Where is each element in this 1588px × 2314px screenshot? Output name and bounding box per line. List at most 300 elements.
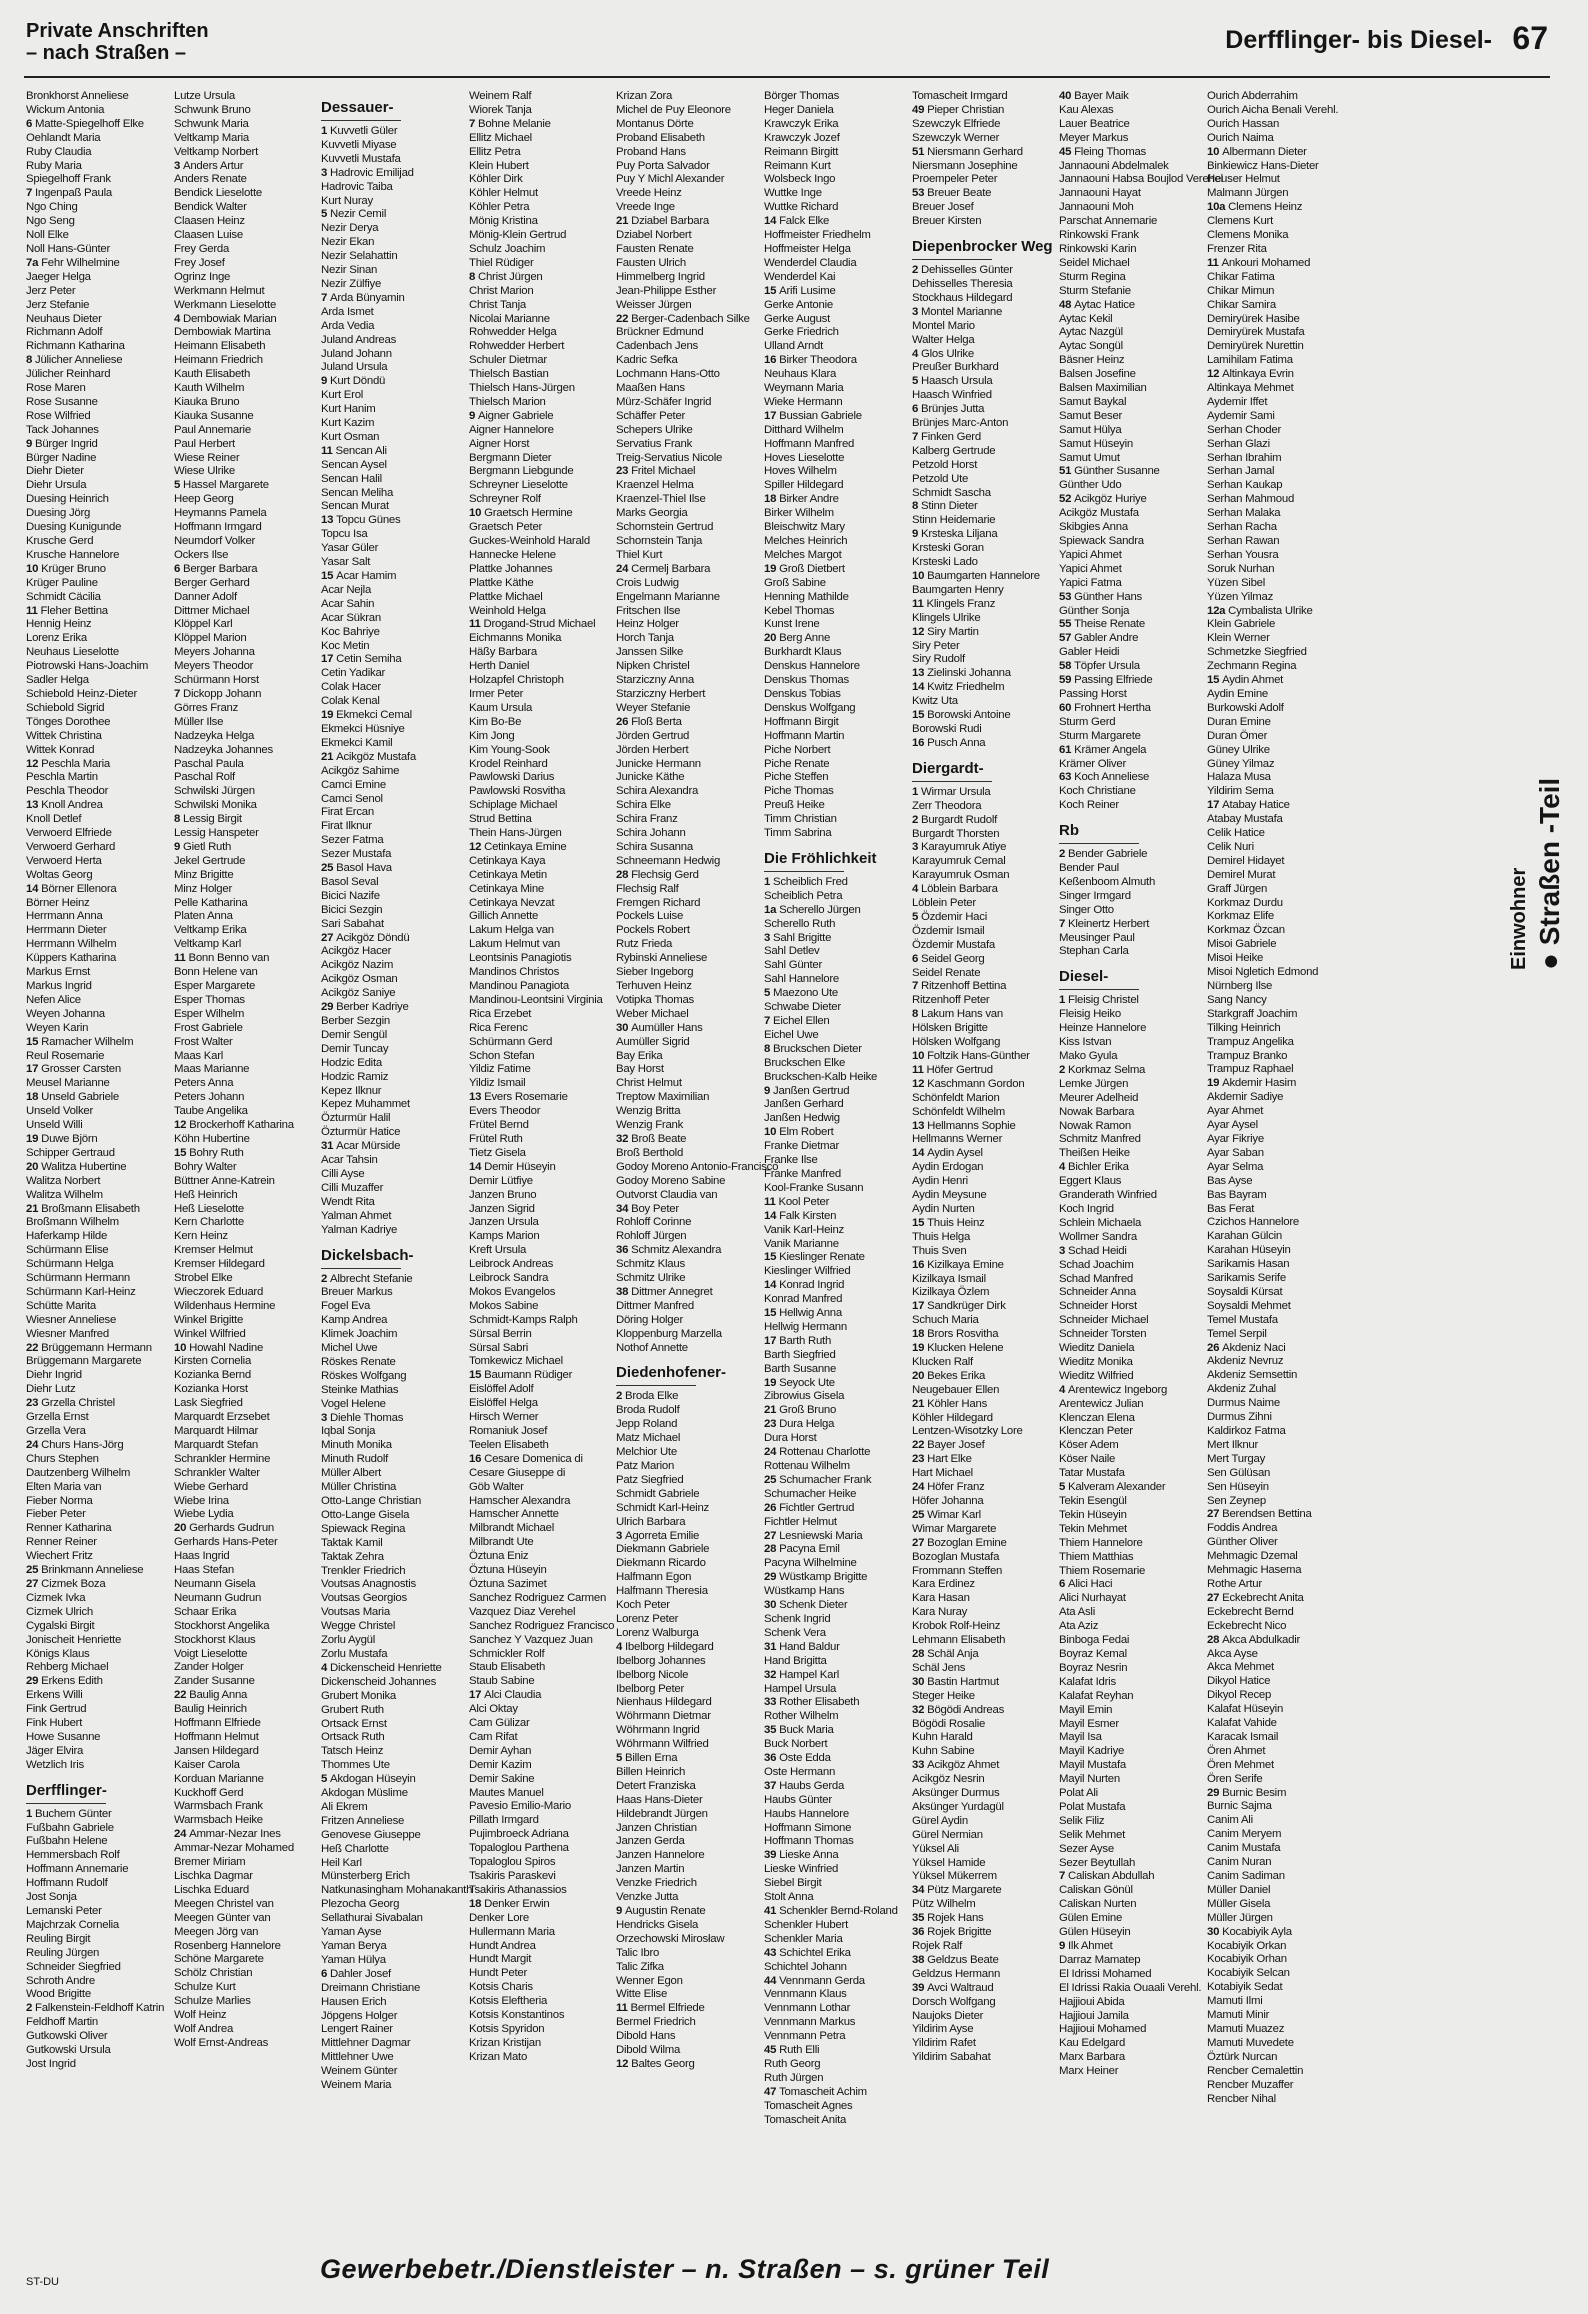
resident-entry: Genovese Giuseppe (321, 1828, 421, 1841)
resident-entry: Kamp Andrea (321, 1314, 388, 1327)
resident-entry: Sang Nancy (1207, 993, 1267, 1006)
resident-entry: Steinke Mathias (321, 1383, 399, 1396)
resident-entry: Janzen Christian (616, 1821, 697, 1834)
resident-entry: Mamuti Minir (1207, 2009, 1270, 2022)
resident-entry: Mürz-Schäfer Ingrid (616, 395, 712, 408)
resident-entry: Acikgöz Nazim (321, 959, 394, 972)
resident-entry: Grubert Ruth (321, 1703, 384, 1716)
resident-entry: Polat Mustafa (1059, 1800, 1126, 1813)
resident-entry: Küppers Katharina (26, 952, 117, 965)
resident-entry: Kern Heinz (174, 1230, 228, 1243)
resident-entry: Hundt Andrea (469, 1939, 536, 1952)
resident-entry: Denker Lore (469, 1911, 529, 1924)
resident-entry: Yasar Salt (321, 556, 371, 569)
resident-entry: Thommes Ute (321, 1759, 390, 1772)
resident-entry: 3 Montel Marianne (912, 305, 1003, 318)
resident-entry: Klenczan Elena (1059, 1411, 1135, 1424)
resident-entry: 19 Klucken Helene (912, 1342, 1004, 1355)
resident-entry: 28 Pacyna Emil (764, 1543, 840, 1556)
resident-entry: Kuhn Harald (912, 1731, 973, 1744)
resident-entry: 17 Atabay Hatice (1207, 799, 1290, 812)
resident-entry: Nadzeyka Helga (174, 729, 255, 742)
resident-entry: Hamscher Alexandra (469, 1494, 571, 1507)
resident-entry: Frost Walter (174, 1035, 233, 1048)
resident-entry: 11 Ankouri Mohamed (1207, 256, 1311, 269)
resident-entry: Colak Kenal (321, 695, 380, 708)
resident-entry: Peschla Theodor (26, 785, 109, 798)
resident-entry: Marquardt Erzsebet (174, 1411, 270, 1424)
resident-entry: Cilli Ayse (321, 1167, 365, 1180)
resident-entry: Yildiz Ismail (469, 1077, 526, 1090)
resident-entry: Dittmer Michael (174, 604, 250, 617)
resident-entry: Balsen Josefine (1059, 368, 1136, 381)
resident-entry: Weinem Maria (321, 2079, 392, 2092)
resident-entry: Dibold Wilma (616, 2044, 681, 2057)
resident-entry: 27 Berendsen Bettina (1207, 1508, 1312, 1521)
resident-entry: Wolsbeck Ingo (764, 173, 836, 186)
resident-entry: Nothof Annette (616, 1341, 688, 1354)
resident-entry: Schmitz Klaus (616, 1258, 685, 1271)
resident-entry: Bruckschen-Kalb Heike (764, 1070, 878, 1083)
resident-entry: 3 Anders Artur (174, 159, 244, 172)
resident-entry: Thiel Kurt (616, 548, 663, 561)
resident-entry: Plattke Johannes (469, 562, 553, 575)
resident-entry: Korkmaz Özcan (1207, 924, 1285, 937)
resident-entry: Canim Sadiman (1207, 1870, 1285, 1882)
resident-entry: Demiryürek Mustafa (1207, 326, 1305, 339)
resident-entry: 28 Akca Abdulkadir (1207, 1633, 1301, 1646)
resident-entry: Bruckschen Elke (764, 1056, 846, 1069)
resident-entry: 27 Lesniewski Maria (764, 1529, 863, 1542)
resident-entry: Neuhaus Dieter (26, 312, 102, 325)
resident-entry: 15 Arifi Lusime (764, 284, 836, 297)
resident-entry: Bas Bayram (1207, 1188, 1267, 1201)
resident-entry: 2 Korkmaz Selma (1059, 1063, 1146, 1076)
resident-entry: Klein Hubert (469, 159, 529, 172)
resident-entry: Schütte Marita (26, 1299, 96, 1312)
resident-entry: Fremgen Richard (616, 896, 701, 909)
resident-entry: Proband Elisabeth (616, 131, 705, 144)
resident-entry: Leibrock Andreas (469, 1258, 554, 1271)
resident-entry: 12 Altinkaya Evrin (1207, 368, 1294, 381)
resident-entry: Nezir Selahattin (321, 250, 398, 263)
resident-entry: Krawczyk Erika (764, 117, 839, 130)
resident-entry: Korkmaz Durdu (1207, 896, 1283, 909)
resident-entry: Kremser Helmut (174, 1244, 253, 1257)
resident-entry: Zander Susanne (174, 1675, 255, 1688)
resident-entry: Thuis Helga (912, 1230, 971, 1243)
resident-entry: 20 Bekes Erika (912, 1369, 986, 1382)
resident-entry: Sahl Hannelore (764, 973, 840, 986)
resident-entry: 12 Siry Martin (912, 625, 979, 638)
resident-entry: Tönges Dorothee (26, 715, 111, 728)
resident-entry: Schönfeldt Wilhelm (912, 1105, 1005, 1118)
resident-entry: Reul Rosemarie (26, 1049, 105, 1062)
resident-entry: Lakum Helmut van (469, 938, 560, 951)
resident-entry: Karayumruk Osman (912, 869, 1010, 882)
resident-entry: Lakum Helga van (469, 924, 554, 937)
resident-entry: Yalman Ahmet (321, 1209, 392, 1222)
resident-entry: Tsakiris Paraskevi (469, 1870, 556, 1882)
resident-entry: 39 Avci Waltraud (912, 1981, 994, 1994)
resident-entry: Aigner Horst (469, 437, 530, 450)
resident-entry: Reimann Birgitt (764, 145, 839, 158)
resident-entry: Ibelborg Nicole (616, 1668, 689, 1681)
resident-entry: Sarikamis Serife (1207, 1272, 1286, 1285)
resident-entry: 7 Finken Gerd (912, 430, 981, 443)
resident-entry: Wenderdel Kai (764, 270, 836, 283)
resident-entry: Kim Jong (469, 729, 515, 742)
resident-entry: Taube Angelika (174, 1105, 248, 1118)
resident-entry: Cizmek Ivka (26, 1591, 86, 1604)
resident-entry: Schenkler Maria (764, 1932, 843, 1945)
resident-entry: Kalafat Vahide (1207, 1717, 1277, 1730)
resident-entry: 4 Ibelborg Hildegard (616, 1640, 714, 1653)
resident-entry: Schneemann Hedwig (616, 854, 721, 867)
resident-entry: Eckebrecht Bernd (1207, 1605, 1294, 1618)
resident-entry: 13 Hellmanns Sophie (912, 1119, 1016, 1132)
resident-entry: 63 Koch Anneliese (1059, 771, 1150, 784)
resident-entry: Starziczny Anna (616, 674, 694, 687)
resident-entry: Singer Irmgard (1059, 889, 1131, 902)
resident-entry: Bremer Miriam (174, 1856, 246, 1869)
resident-entry: 16 Kizilkaya Emine (912, 1258, 1004, 1271)
resident-entry: 21 Köhler Hans (912, 1397, 988, 1410)
resident-entry: Hullermann Maria (469, 1925, 555, 1938)
resident-entry: Rybinski Anneliese (616, 952, 708, 965)
resident-entry: Minz Holger (174, 882, 233, 895)
resident-entry: Ören Ahmet (1207, 1744, 1266, 1757)
resident-entry: Vreede Heinz (616, 187, 682, 200)
resident-entry: Staub Elisabeth (469, 1661, 546, 1674)
resident-entry: Nicolai Marianne (469, 312, 550, 325)
resident-entry: 15 Ramacher Wilhelm (26, 1035, 134, 1048)
resident-entry: 13 Topcu Günes (321, 514, 401, 527)
resident-entry: Durmus Zihni (1207, 1411, 1272, 1424)
resident-entry: Schenk Ingrid (764, 1612, 831, 1625)
resident-entry: Strobel Elke (174, 1272, 233, 1285)
resident-entry: Krusche Gerd (26, 535, 94, 547)
resident-entry: Cetinkaya Nevzat (469, 896, 555, 909)
resident-entry: Demir Sengül (321, 1028, 388, 1041)
resident-entry: Denskus Thomas (764, 674, 849, 687)
resident-entry: Sencan Halil (321, 472, 382, 485)
resident-entry: Wittek Konrad (26, 743, 95, 756)
resident-entry: Eichel Uwe (764, 1028, 819, 1041)
resident-entry: Walter Helga (912, 333, 975, 346)
resident-entry: 20 Berg Anne (764, 632, 831, 645)
resident-entry: Yüksel Hamide (912, 1856, 986, 1869)
resident-entry: Krizan Mato (469, 2050, 528, 2063)
resident-entry: Duesing Kunigunde (26, 521, 122, 534)
resident-entry: Nürnberg Ilse (1207, 980, 1273, 992)
resident-entry: 13 Knoll Andrea (26, 799, 103, 812)
resident-entry: Krämer Oliver (1059, 757, 1127, 770)
resident-entry: Vennmann Lothar (764, 2002, 851, 2015)
resident-entry: Binkiewicz Hans-Dieter (1207, 159, 1319, 172)
resident-entry: 1 Buchem Günter (26, 1807, 112, 1820)
resident-entry: Veltkamp Karl (174, 938, 242, 951)
resident-entry: 1 Fleisig Christel (1059, 994, 1139, 1007)
resident-entry: Frütel Ruth (469, 1132, 523, 1145)
resident-entry: 15 Bohry Ruth (174, 1146, 244, 1159)
resident-entry: Celik Nuri (1207, 840, 1254, 853)
resident-entry: Aydin Nurten (912, 1202, 975, 1215)
resident-entry: Rica Erzebet (469, 1007, 532, 1020)
resident-entry: Trenkler Friedrich (321, 1564, 406, 1577)
resident-entry: Borowski Rudi (912, 722, 982, 735)
resident-entry: 8 Stinn Dieter (912, 500, 978, 513)
resident-entry: Marks Georgia (616, 507, 688, 520)
resident-entry: Heymanns Pamela (174, 507, 267, 520)
resident-entry: Franke Manfred (764, 1167, 841, 1180)
resident-entry: 29 Erkens Edith (26, 1675, 103, 1688)
resident-entry: Richmann Adolf (26, 326, 103, 339)
resident-entry: 14 Falck Elke (764, 215, 830, 228)
resident-entry: 45 Fleing Thomas (1059, 145, 1146, 158)
resident-entry: 10 Albermann Dieter (1207, 145, 1307, 158)
resident-entry: 40 Bayer Maik (1059, 90, 1129, 102)
resident-entry: Bozoglan Mustafa (912, 1550, 1000, 1563)
resident-entry: Schwabe Dieter (764, 1001, 841, 1014)
resident-entry: Gülen Hüseyin (1059, 1926, 1131, 1939)
resident-entry: Warmsbach Frank (174, 1800, 263, 1813)
resident-entry: Barth Siegfried (764, 1348, 836, 1361)
resident-entry: Cilli Muzaffer (321, 1181, 384, 1194)
resident-entry: Kocabiyik Orkan (1207, 1939, 1287, 1952)
resident-entry: Sahl Günter (764, 959, 823, 972)
resident-entry: Acikgöz Mustafa (1059, 507, 1139, 520)
resident-entry: Nefen Alice (26, 993, 81, 1006)
resident-entry: Cam Rifat (469, 1730, 518, 1743)
resident-entry: Jaeger Helga (26, 270, 91, 283)
street-heading: Diepenbrocker Weg (912, 237, 1058, 260)
resident-entry: Janßen Gerhard (764, 1098, 844, 1111)
resident-entry: Wickum Antonia (26, 103, 105, 116)
resident-entry: Piche Thomas (764, 785, 834, 798)
resident-entry: Neumann Gisela (174, 1577, 256, 1590)
resident-entry: Pacyna Wilhelmine (764, 1557, 857, 1570)
resident-entry: Bronkhorst Anneliese (26, 90, 129, 102)
resident-entry: Sadler Helga (26, 674, 89, 687)
resident-entry: Paschal Paula (174, 757, 244, 770)
resident-entry: Heß Lieselotte (174, 1202, 244, 1215)
resident-entry: Mayil Mustafa (1059, 1759, 1127, 1772)
resident-entry: Stinn Heidemarie (912, 514, 996, 527)
resident-entry: Petzold Horst (912, 458, 978, 471)
resident-entry: Burkhardt Klaus (764, 646, 842, 659)
resident-entry: Günther Oliver (1207, 1536, 1278, 1549)
resident-entry: Patz Siegfried (616, 1473, 684, 1486)
resident-entry: Spiewack Sandra (1059, 535, 1144, 547)
resident-entry: 39 Lieske Anna (764, 1849, 839, 1862)
resident-entry: Serhan Glazi (1207, 437, 1270, 450)
resident-entry: Janzen Ursula (469, 1216, 539, 1229)
resident-entry: Wolf Ernst-Andreas (174, 2036, 269, 2049)
resident-entry: 41 Schenkler Bernd-Roland (764, 1905, 898, 1917)
resident-entry: Schulze Marlies (174, 1995, 251, 2008)
resident-entry: 31 Acar Mürside (321, 1140, 401, 1153)
resident-entry: Mert Ilknur (1207, 1438, 1259, 1451)
resident-entry: Paschal Rolf (174, 771, 235, 784)
resident-entry: Terhuven Heinz (616, 980, 692, 992)
resident-entry: Juland Ursula (321, 361, 388, 374)
side-section-label (1508, 650, 1568, 970)
resident-entry: Kizilkaya Ismail (912, 1272, 986, 1285)
resident-entry: Acar Sükran (321, 611, 381, 624)
resident-entry: Acikgöz Hacer (321, 945, 392, 958)
resident-entry: Rohwedder Helga (469, 326, 557, 339)
resident-entry: Sezer Beytullah (1059, 1856, 1136, 1869)
resident-entry: Otto-Lange Christian (321, 1495, 422, 1507)
resident-entry: 30 Aumüller Hans (616, 1021, 703, 1034)
resident-entry: Schneider Torsten (1059, 1328, 1147, 1341)
resident-entry: Vennmann Petra (764, 2030, 846, 2043)
resident-entry: Wüstkamp Hans (764, 1585, 845, 1598)
resident-entry: Kuvvetli Mustafa (321, 152, 401, 165)
resident-entry: Yildirim Sema (1207, 785, 1274, 798)
resident-entry: Mandinou Panagiota (469, 980, 569, 992)
resident-entry: Weinem Ralf (469, 90, 532, 102)
resident-entry: Mokos Sabine (469, 1299, 539, 1312)
resident-entry: 6 Seidel Georg (912, 952, 985, 965)
resident-entry: Natkunasingham Mohanakanth (321, 1884, 473, 1897)
resident-entry: Lochmann Hans-Otto (616, 368, 720, 381)
resident-entry: Lischka Eduard (174, 1883, 250, 1896)
resident-entry: Pockels Robert (616, 924, 690, 937)
resident-entry: Thein Hans-Jürgen (469, 827, 562, 840)
resident-entry: 52 Acikgöz Huriye (1059, 493, 1147, 506)
resident-entry: 25 Wimar Karl (912, 1508, 981, 1521)
resident-entry: Heinze Hannelore (1059, 1022, 1147, 1035)
resident-entry: Dembowiak Martina (174, 326, 271, 339)
resident-entry: Franke Ilse (764, 1154, 818, 1167)
resident-entry: Heuser Helmut (1207, 173, 1280, 186)
resident-entry: Zander Holger (174, 1661, 244, 1674)
resident-entry: Koch Christiane (1059, 785, 1136, 798)
resident-entry: Cam Gülizar (469, 1717, 530, 1730)
resident-entry: Leibrock Sandra (469, 1272, 549, 1285)
resident-entry: Zerr Theodora (912, 799, 982, 812)
resident-entry: Güney Yilmaz (1207, 757, 1275, 770)
resident-entry: 55 Theise Renate (1059, 618, 1145, 631)
resident-entry: 18 Denker Erwin (469, 1897, 550, 1910)
resident-entry: 31 Hand Baldur (764, 1640, 840, 1653)
resident-entry: Frenzer Rita (1207, 242, 1267, 255)
resident-entry: Ngo Ching (26, 201, 78, 214)
resident-entry: Karayumruk Cemal (912, 855, 1006, 868)
resident-entry: Pavesio Emilio-Mario (469, 1800, 571, 1813)
resident-entry: Lorenz Peter (616, 1612, 679, 1625)
resident-entry: Seidel Michael (1059, 256, 1130, 269)
resident-entry: 25 Schumacher Frank (764, 1473, 872, 1486)
resident-entry: Lessig Hanspeter (174, 827, 259, 840)
resident-entry: Geldzus Hermann (912, 1967, 1001, 1980)
resident-entry: Hundt Peter (469, 1967, 528, 1980)
resident-entry: Szewczyk Werner (912, 131, 1000, 144)
resident-entry: Baumgarten Henry (912, 583, 1004, 596)
resident-entry: Himmelberg Ingrid (616, 270, 705, 283)
resident-entry: Ellitz Petra (469, 145, 521, 158)
resident-entry: Kraenzel Helma (616, 479, 694, 492)
resident-entry: Thielsch Marion (469, 395, 546, 408)
resident-entry: Hoffmann Thomas (764, 1835, 854, 1848)
resident-entry: Timm Sabrina (764, 827, 832, 840)
resident-entry: Aytac Kekil (1059, 312, 1113, 325)
street-heading: Diesel- (1059, 967, 1205, 990)
resident-entry: Scheiblich Petra (764, 889, 843, 902)
resident-entry: Siry Rudolf (912, 653, 965, 666)
resident-entry: Sencan Murat (321, 500, 389, 513)
resident-entry: Soysaldi Kürsat (1207, 1285, 1283, 1298)
resident-entry: Proempeler Peter (912, 173, 998, 186)
resident-entry: Ruth Georg (764, 2057, 821, 2070)
resident-entry: Hundt Margit (469, 1953, 532, 1966)
resident-entry: Cetinkaya Kaya (469, 854, 546, 867)
side-label-streets: ● Straßen -Teil (1534, 777, 1565, 970)
resident-entry: Ammar-Nezar Mohamed (174, 1842, 294, 1855)
resident-entry: Clemens Kurt (1207, 215, 1274, 228)
resident-entry: 53 Breuer Beate (912, 187, 992, 200)
resident-entry: Hajjioui Mohamed (1059, 2023, 1147, 2036)
resident-entry: Iqbal Sonja (321, 1425, 376, 1438)
resident-entry: Kurt Nuray (321, 194, 373, 207)
resident-entry: Sellathurai Sivabalan (321, 1912, 423, 1925)
resident-entry: Fußbahn Helene (26, 1835, 108, 1848)
resident-entry: Kocabiyik Selcan (1207, 1967, 1290, 1980)
resident-entry: Hirsch Werner (469, 1411, 539, 1424)
resident-entry: Görres Franz (174, 701, 239, 714)
resident-entry: Schürmann Elise (26, 1244, 109, 1257)
resident-entry: Börner Heinz (26, 896, 90, 909)
resident-entry: Mayil Isa (1059, 1731, 1102, 1744)
resident-entry: Starziczny Herbert (616, 687, 706, 700)
resident-entry: Schmitz Ulrike (616, 1272, 686, 1285)
resident-entry: Ata Asli (1059, 1606, 1095, 1619)
resident-entry: 22 Brüggemann Hermann (26, 1341, 152, 1354)
resident-entry: Passing Horst (1059, 687, 1127, 700)
resident-entry: Kotabiyik Sedat (1207, 1981, 1283, 1994)
resident-entry: Klenczan Peter (1059, 1425, 1133, 1438)
resident-entry: Schornstein Tanja (616, 535, 703, 547)
resident-entry: Bas Ayse (1207, 1174, 1253, 1187)
resident-entry: Veltkamp Norbert (174, 145, 258, 158)
resident-entry: Yaman Berya (321, 1940, 387, 1952)
resident-entry: Yapici Ahmet (1059, 562, 1122, 575)
resident-entry: Marquardt Hilmar (174, 1425, 258, 1437)
resident-entry: Tack Johannes (26, 423, 99, 436)
resident-entry: Broß Berthold (616, 1146, 684, 1159)
resident-entry: Dickenscheid Johannes (321, 1675, 437, 1688)
resident-entry: Müller Christina (321, 1481, 397, 1494)
resident-entry: Bender Paul (1059, 862, 1119, 875)
resident-entry: Tomkewicz Michael (469, 1355, 563, 1368)
resident-entry: Temel Serpil (1207, 1327, 1267, 1340)
resident-entry: Aytac Nazgül (1059, 326, 1123, 339)
resident-entry: Wieditz Daniela (1059, 1342, 1135, 1355)
resident-entry: Serhan Kaukap (1207, 479, 1283, 492)
resident-entry: Schornstein Gertrud (616, 521, 714, 534)
resident-entry: Knoll Detlef (26, 813, 82, 826)
resident-entry: 36 Schmitz Alexandra (616, 1244, 722, 1257)
resident-entry: Minuth Monika (321, 1439, 392, 1452)
resident-entry: Patz Marion (616, 1460, 675, 1472)
resident-entry: Gürel Nermian (912, 1828, 983, 1841)
resident-entry: Akdeniz Zuhal (1207, 1383, 1276, 1396)
resident-entry: Birker Wilhelm (764, 507, 834, 520)
resident-entry: Maas Marianne (174, 1063, 250, 1076)
resident-entry: Altinkaya Mehmet (1207, 382, 1294, 395)
